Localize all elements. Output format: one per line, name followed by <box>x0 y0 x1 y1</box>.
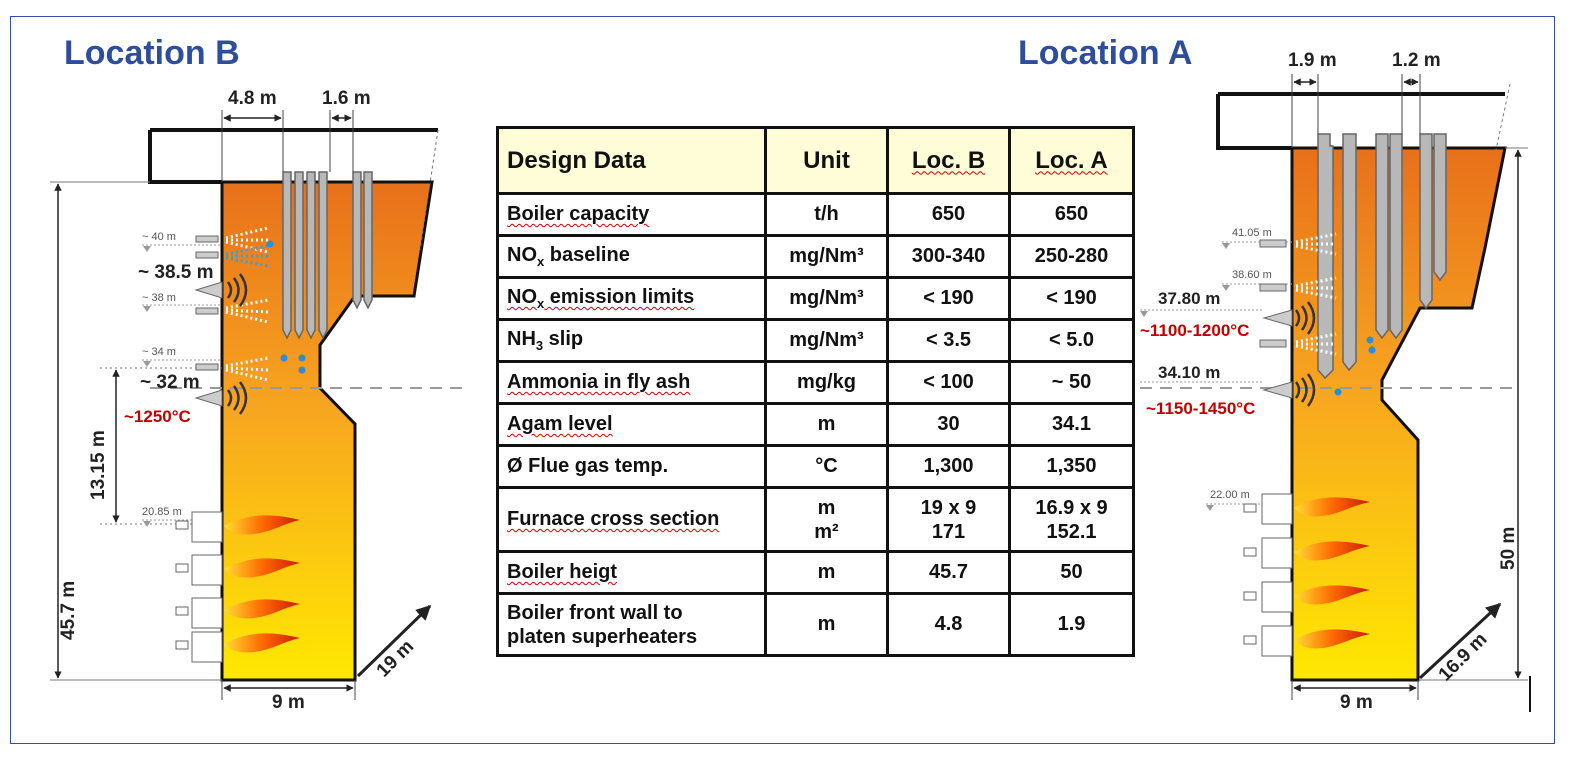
boiler-a <box>1140 50 1530 713</box>
row-label: $NO_x$ emission limits <box>498 278 766 320</box>
row-unit: m <box>766 594 888 656</box>
row-loc-a: 50 <box>1010 552 1134 594</box>
table-row <box>498 320 1134 362</box>
burners-a <box>1244 494 1292 656</box>
dim-a-width-2: 1.2 m <box>1392 50 1441 71</box>
row-loc-b: 650 <box>888 194 1010 236</box>
table-row <box>498 446 1134 488</box>
level-a-41-05: 41.05 m <box>1232 227 1272 239</box>
row-label: $NO_x$ baseline <box>498 236 766 278</box>
row-unit: °C <box>766 446 888 488</box>
level-a-37-80: 37.80 m <box>1158 289 1221 308</box>
row-unit: mg/Nm³ <box>766 278 888 320</box>
row-loc-b: 4.8 <box>888 594 1010 656</box>
temp-b: ~1250°C <box>124 407 191 426</box>
table-row <box>498 488 1134 552</box>
table-row <box>498 594 1134 656</box>
row-unit: mg/Nm³ <box>766 320 888 362</box>
location-a-title: Location A <box>1018 34 1193 72</box>
level-b-34: ~ 34 m <box>142 346 176 358</box>
row-label: Agam level <box>507 413 613 435</box>
boiler-b <box>50 88 470 713</box>
row-unit: m m² <box>766 488 888 552</box>
level-a-38-60: 38.60 m <box>1232 269 1272 281</box>
row-unit: mg/Nm³ <box>766 236 888 278</box>
row-label: Ammonia in fly ash <box>507 371 691 393</box>
level-b-38-5: ~ 38.5 m <box>138 262 214 283</box>
header-unit: Unit <box>766 128 888 194</box>
row-loc-a: 16.9 x 9 152.1 <box>1010 488 1134 552</box>
table-row <box>498 362 1134 404</box>
table-row <box>498 552 1134 594</box>
dim-b-width-2: 1.6 m <box>322 88 371 109</box>
injectors-a <box>1260 240 1292 398</box>
platen-superheaters-b <box>283 172 372 338</box>
row-loc-a: 1,350 <box>1010 446 1134 488</box>
level-b-32: ~ 32 m <box>140 372 200 393</box>
row-loc-b: 1,300 <box>888 446 1010 488</box>
level-a-34-10: 34.10 m <box>1158 363 1221 382</box>
row-loc-a: 250-280 <box>1010 236 1134 278</box>
level-a-22-00: 22.00 m <box>1210 489 1250 501</box>
header-loc-a: Loc. A <box>1035 146 1108 174</box>
dim-b-mid-height: 13.15 m <box>88 430 109 500</box>
row-label: Boiler capacity <box>507 203 650 225</box>
temp-a-lower: ~1150-1450°C <box>1146 399 1256 418</box>
dim-b-height: 45.7 m <box>58 580 79 640</box>
header-loc-b: Loc. B <box>911 146 986 174</box>
row-loc-b: < 3.5 <box>888 320 1010 362</box>
row-label: Boiler front wall to platen superheaters <box>498 594 766 656</box>
location-b-title: Location B <box>64 34 240 72</box>
dim-a-width: 9 m <box>1340 692 1373 713</box>
table-row <box>498 194 1134 236</box>
row-loc-a: 34.1 <box>1010 404 1134 446</box>
row-label: $NH_3$ slip <box>498 320 766 362</box>
row-unit: m <box>766 404 888 446</box>
level-b-40: ~ 40 m <box>142 231 176 243</box>
design-data-table <box>496 126 1135 657</box>
row-loc-a: ~ 50 <box>1010 362 1134 404</box>
row-label: Furnace cross section <box>507 508 720 530</box>
dim-a-depth: 16.9 m <box>1434 628 1492 686</box>
dim-b-depth: 19 m <box>372 636 419 682</box>
row-label: Boiler heigt <box>507 561 618 583</box>
table-header-row <box>498 128 1134 194</box>
level-b-20-85: 20.85 m <box>142 506 182 518</box>
row-unit: m <box>766 552 888 594</box>
row-unit: t/h <box>766 194 888 236</box>
row-loc-a: < 190 <box>1010 278 1134 320</box>
dim-a-height: 50 m <box>1498 526 1519 570</box>
row-loc-b: 45.7 <box>888 552 1010 594</box>
table-row <box>498 278 1134 320</box>
table-row <box>498 404 1134 446</box>
boiler-a-roof <box>1218 94 1505 148</box>
table-row <box>498 236 1134 278</box>
row-loc-b: < 190 <box>888 278 1010 320</box>
row-unit: mg/kg <box>766 362 888 404</box>
dim-b-width: 9 m <box>272 692 305 713</box>
header-design-data: Design Data <box>498 128 766 194</box>
dim-a-width-1: 1.9 m <box>1288 50 1337 71</box>
boiler-b-roof <box>150 130 438 182</box>
dim-b-width-1: 4.8 m <box>228 88 277 109</box>
burners-b <box>176 512 222 662</box>
row-loc-a: < 5.0 <box>1010 320 1134 362</box>
temp-a-upper: ~1100-1200°C <box>1140 321 1250 340</box>
row-label: Ø Flue gas temp. <box>498 446 766 488</box>
row-loc-b: 30 <box>888 404 1010 446</box>
row-loc-b: 300-340 <box>888 236 1010 278</box>
row-loc-a: 650 <box>1010 194 1134 236</box>
row-loc-a: 1.9 <box>1010 594 1134 656</box>
level-b-38: ~ 38 m <box>142 292 176 304</box>
row-loc-b: < 100 <box>888 362 1010 404</box>
row-loc-b: 19 x 9 171 <box>888 488 1010 552</box>
